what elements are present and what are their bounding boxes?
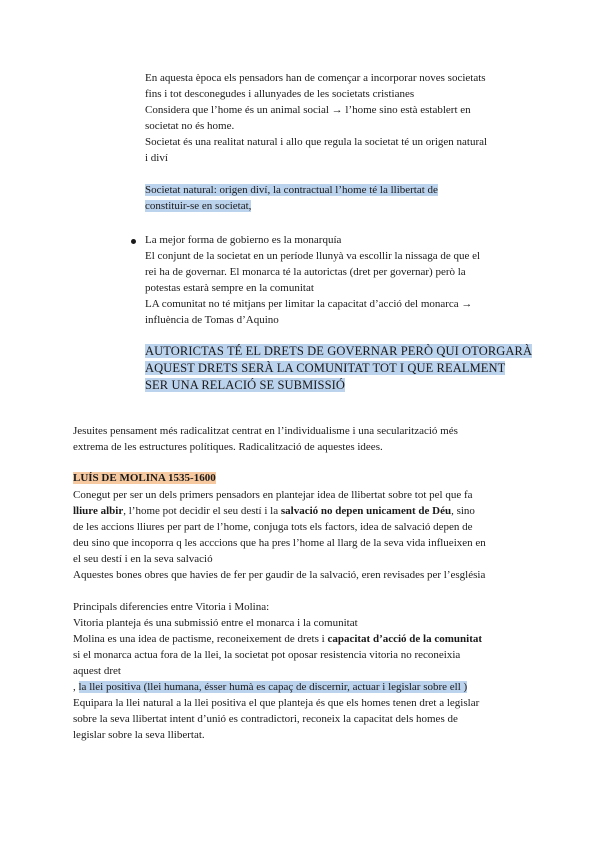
text-span: , l’home pot decidir el seu destí i la bbox=[123, 505, 281, 517]
text-line: i diví bbox=[145, 152, 168, 164]
caps-highlight-line bbox=[145, 360, 505, 377]
text-span: , sino bbox=[451, 505, 475, 517]
bold-term: lliure albir bbox=[73, 505, 124, 517]
text-span: Molina es una idea de pactisme, reconeixement de drets i bbox=[73, 633, 328, 645]
text-line: El conjunt de la societat en un període llunyà va escollir la nissaga de que el bbox=[145, 250, 481, 262]
text-line: rei ha de governar. El monarca té la autorictas (dret per governar) però la bbox=[145, 266, 466, 278]
text-line: legislar sobre la seva llibertat. bbox=[73, 729, 205, 741]
section-heading bbox=[73, 470, 216, 486]
highlight: AUTORICTAS TÉ EL DRETS DE GOVERNAR PERÒ QUI OTORGARÀ bbox=[145, 344, 533, 358]
text-line: si el monarca actua fora de la llei, la societat pot oposar resistencia vitoria no reconeixia bbox=[73, 649, 461, 661]
highlight: la llei positiva (llei humana, ésser humà es capaç de discernir, actuar i legislar sobre ell ) bbox=[78, 681, 468, 693]
highlight: AQUEST DRETS SERÀ LA COMUNITAT TOT I QUE REALMENT bbox=[145, 361, 506, 375]
caps-highlight-line bbox=[145, 377, 345, 394]
bold-term: capacitat d’acció de la comunitat bbox=[327, 633, 483, 645]
text-line: deu sino que incoporra q les acccions que ha pres l’home al llarg de la seva vida influeixen en bbox=[73, 537, 486, 549]
text-span: , bbox=[73, 681, 79, 693]
text-line: Jesuites pensament més radicalitzat centrat en l’individualisme i una secularització més bbox=[73, 425, 458, 437]
text-line: Conegut per ser un dels primers pensadors en plantejar idea de llibertat sobre tot pel que fa bbox=[73, 489, 473, 501]
text-line: extrema de les estructures polítiques. Radicalització de aquestes idees. bbox=[73, 441, 383, 453]
text-line bbox=[73, 503, 475, 519]
text-line bbox=[73, 631, 482, 647]
highlight: SER UNA RELACIÓ SE SUBMISSIÓ bbox=[145, 378, 346, 392]
caps-highlight-line bbox=[145, 343, 532, 360]
text-line: Principals diferencies entre Vitoria i Molina: bbox=[73, 601, 270, 613]
text-line: Equipara la llei natural a la llei positiva el que planteja és que els homes tenen dret a legislar bbox=[73, 697, 480, 709]
text-line bbox=[73, 679, 467, 695]
text-line: el seu destí i en la seva salvació bbox=[73, 553, 213, 565]
bullet-title: La mejor forma de gobierno es la monarquía bbox=[145, 234, 342, 246]
text-line: fins i tot desconegudes i allunyades de les societats cristianes bbox=[145, 88, 415, 100]
text-line: societat no és home. bbox=[145, 120, 235, 132]
highlight: Societat natural: origen diví, la contractual l’home té la llibertat de bbox=[145, 184, 438, 196]
text-line: Considera que l’home és un animal social → l’home sino està establert en bbox=[145, 104, 471, 116]
text-line: Vitoria planteja és una submissió entre el monarca i la comunitat bbox=[73, 617, 358, 629]
text-line: LA comunitat no té mitjans per limitar la capacitat d’acció del monarca → bbox=[145, 298, 473, 310]
text-line: Societat és una realitat natural i allo que regula la societat té un origen natural bbox=[145, 136, 488, 148]
text-line: sobre la seva llibertat intent d’unió es contradictori, reconeix la capacitat dels homes de bbox=[73, 713, 458, 725]
highlighted-line bbox=[145, 182, 438, 198]
text-line: potestas estarà sempre en la comunitat bbox=[145, 282, 314, 294]
text-line: influència de Tomas d’Aquino bbox=[145, 314, 279, 326]
text-line: de les accions lliures per part de l’home, conjuga tots els factors, idea de salvació depen de bbox=[73, 521, 473, 533]
highlighted-line bbox=[145, 198, 251, 214]
heading-highlight: LUÍS DE MOLINA 1535-1600 bbox=[73, 472, 216, 484]
text-line: En aquesta època els pensadors han de començar a incorporar noves societats bbox=[145, 72, 486, 84]
text-line: Aquestes bones obres que havies de fer per gaudir de la salvació, eren revisades per l’església bbox=[73, 569, 486, 581]
bold-term: salvació no depen unicament de Déu bbox=[280, 505, 452, 517]
text-line: aquest dret bbox=[73, 665, 121, 677]
highlight: constituir-se en societat, bbox=[145, 200, 252, 212]
bullet-icon bbox=[131, 239, 136, 244]
